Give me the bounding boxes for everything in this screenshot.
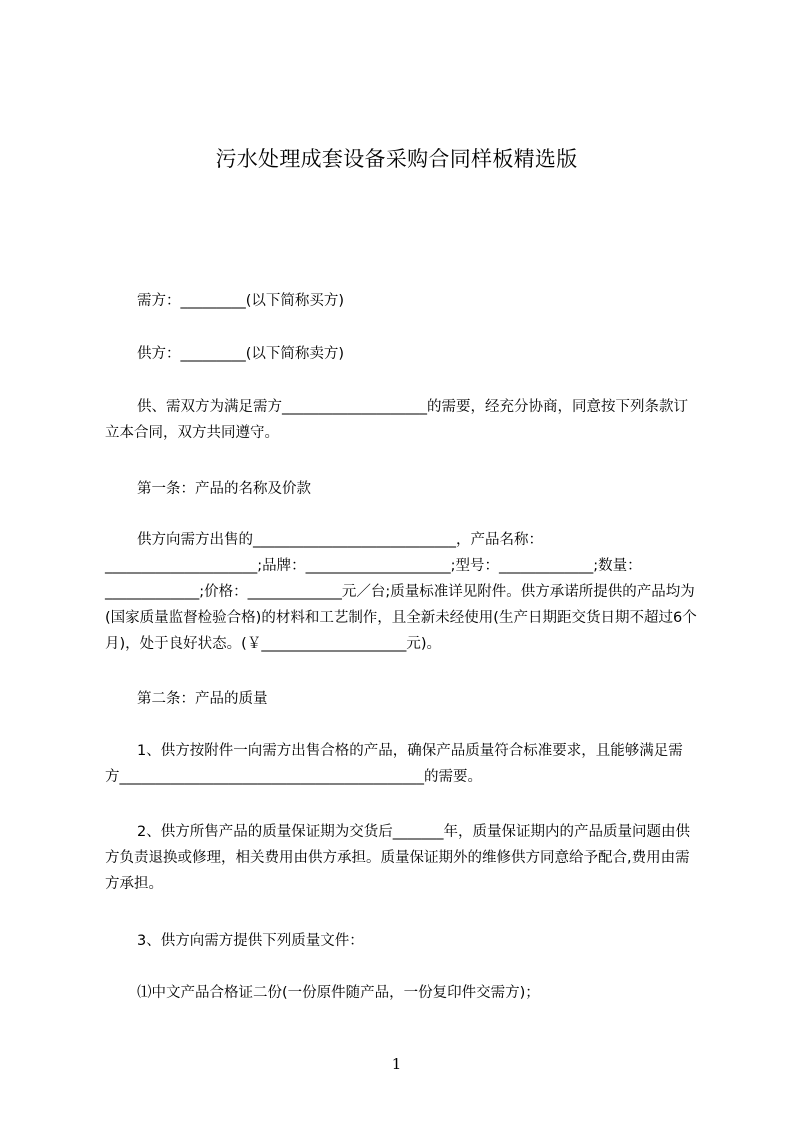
article-1-heading: 第一条：产品的名称及价款 bbox=[137, 481, 311, 497]
article-2-clause-2: 2、供方所售产品的质量保证期为交货后_______年，质量保证期内的产品质量问题由供方负责退换或修理，相关费用由供方承担。质量保证期外的维修供方同意给予配合,费用由需方承担。 bbox=[105, 824, 690, 892]
article-2-heading: 第二条：产品的质量 bbox=[137, 691, 268, 707]
seller-line: 供方：_________(以下简称卖方) bbox=[137, 346, 345, 362]
document-title: 污水处理成套设备采购合同样板精选版 bbox=[215, 147, 578, 171]
page-number: 1 bbox=[391, 1055, 402, 1073]
buyer-line: 需方：_________(以下简称买方) bbox=[137, 293, 345, 309]
article-1-body: 供方向需方出售的____________________________，产品名称：_____________________;品牌：____________________;型号：_____________;数量：_____________;价格：_____________元／台;质量标准详见附件。供方承诺所提供的产品均为(国家质量监督检验合格)的材料和工艺制作，且全新未经使用(生产日期距交货日期不超过6个月)，处于良好状态。(￥____________________元)。 bbox=[105, 532, 697, 652]
article-2-clause-3: 3、供方向需方提供下列质量文件： bbox=[137, 933, 364, 949]
preamble-paragraph: 供、需双方为满足需方____________________的需要，经充分协商，同意按下列条款订立本合同，双方共同遵守。 bbox=[105, 399, 688, 441]
quality-document-item-1: ⑴中文产品合格证二份(一份原件随产品，一份复印件交需方)； bbox=[137, 985, 540, 1001]
article-2-clause-1: 1、供方按附件一向需方出售合格的产品，确保产品质量符合标准要求，且能够满足需方__________________________________________的需要。 bbox=[105, 743, 683, 785]
